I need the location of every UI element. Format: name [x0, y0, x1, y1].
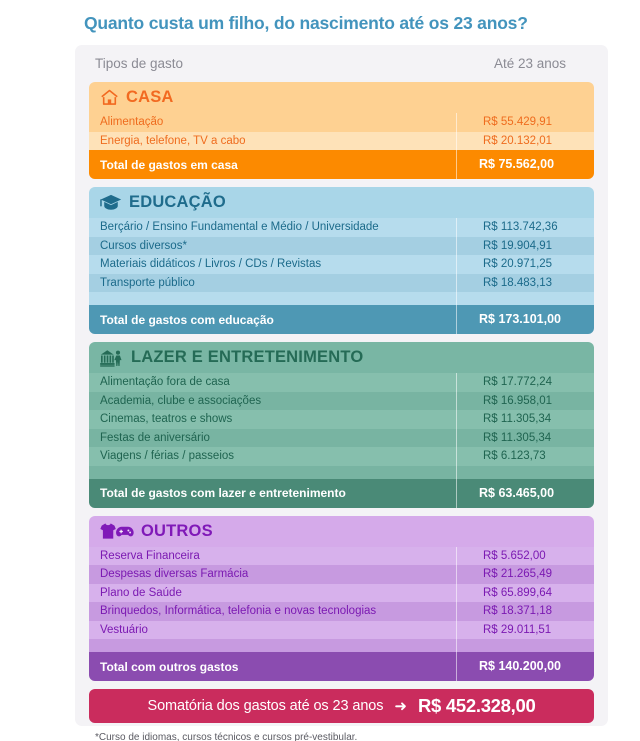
section-total-value: R$ 75.562,00	[456, 150, 594, 179]
table-row	[89, 447, 594, 466]
footnote: *Curso de idiomas, cursos técnicos e cursos pré-vestibular.	[95, 732, 358, 741]
section-total-row-casa	[89, 150, 594, 179]
row-label: Energia, telefone, TV a cabo	[100, 134, 246, 147]
table-row	[89, 410, 594, 429]
row-value: R$ 18.483,13	[456, 274, 594, 293]
row-value: R$ 18.371,18	[456, 602, 594, 621]
row-value: R$ 20.132,01	[456, 132, 594, 151]
row-label: Transporte público	[100, 276, 195, 289]
section-total-label: Total com outros gastos	[100, 659, 239, 674]
section-header-educacao	[89, 187, 594, 218]
column-header-expense-type: Tipos de gasto	[95, 56, 184, 71]
summary-bar	[89, 689, 594, 723]
section-header-lazer	[89, 342, 594, 373]
table-panel	[75, 45, 608, 741]
summary-total-value: R$ 452.328,00	[418, 695, 536, 716]
section-total-label: Total de gastos em casa	[100, 157, 238, 172]
row-spacer	[89, 466, 594, 479]
sections-list	[75, 82, 608, 681]
row-label: Festas de aniversário	[100, 431, 210, 444]
row-label: Brinquedos, Informática, telefonia e novas tecnologias	[100, 605, 377, 618]
section-total-label: Total de gastos com educação	[100, 312, 274, 327]
section-title-educacao: EDUCAÇÃO	[129, 193, 226, 211]
table-row	[89, 274, 594, 293]
row-spacer-value	[456, 639, 594, 652]
graduation-cap-icon	[100, 194, 122, 211]
row-spacer-value	[456, 292, 594, 305]
row-value: R$ 55.429,91	[456, 113, 594, 132]
row-value: R$ 20.971,25	[456, 255, 594, 274]
monument-icon	[100, 349, 124, 367]
section-total-value: R$ 63.465,00	[456, 479, 594, 508]
row-value: R$ 16.958,01	[456, 392, 594, 411]
section-casa	[89, 82, 594, 179]
section-title-outros: OUTROS	[141, 521, 213, 540]
house-icon	[100, 89, 119, 106]
section-total-row-educacao	[89, 305, 594, 334]
table-row	[89, 621, 594, 640]
table-row	[89, 132, 594, 151]
section-total-label: Total de gastos com lazer e entretenimento	[100, 486, 346, 500]
row-value: R$ 5.652,00	[456, 547, 594, 566]
table-row	[89, 602, 594, 621]
row-value: R$ 17.772,24	[456, 373, 594, 392]
row-value: R$ 6.123,73	[456, 447, 594, 466]
section-title-lazer: LAZER E ENTRETENIMENTO	[131, 348, 364, 366]
row-label: Reserva Financeira	[100, 549, 200, 562]
section-outros	[89, 516, 594, 682]
row-value: R$ 19.904,91	[456, 237, 594, 256]
column-header-until-23: Até 23 anos	[493, 56, 567, 71]
row-label: Alimentação	[100, 116, 164, 129]
section-total-row-outros	[89, 652, 594, 681]
section-total-value: R$ 140.200,00	[456, 652, 594, 681]
row-spacer	[89, 639, 594, 652]
table-row	[89, 392, 594, 411]
table-row	[89, 429, 594, 448]
row-spacer-value	[456, 466, 594, 479]
row-value: R$ 65.899,64	[456, 584, 594, 603]
row-value: R$ 29.011,51	[456, 621, 594, 640]
table-row	[89, 237, 594, 256]
row-value: R$ 11.305,34	[456, 410, 594, 429]
row-spacer	[89, 292, 594, 305]
row-label: Plano de Saúde	[100, 586, 182, 599]
row-value: R$ 113.742,36	[456, 218, 594, 237]
table-row	[89, 255, 594, 274]
tshirt-gamepad-icon	[100, 522, 134, 540]
row-label: Cinemas, teatros e shows	[100, 413, 233, 426]
row-label: Berçário / Ensino Fundamental e Médio / Universidade	[100, 221, 379, 234]
page-title: Quanto custa um filho, do nascimento até os 23 anos?	[84, 13, 528, 33]
table-row	[89, 584, 594, 603]
row-label: Viagens / férias / passeios	[100, 450, 235, 463]
row-label: Cursos diversos*	[100, 239, 187, 252]
summary-label: Somatória dos gastos até os 23 anos	[147, 698, 384, 714]
row-label: Academia, clube e associações	[100, 394, 262, 407]
row-value: R$ 11.305,34	[456, 429, 594, 448]
table-row	[89, 218, 594, 237]
table-row	[89, 113, 594, 132]
row-label: Despesas diversas Farmácia	[100, 568, 249, 581]
section-header-casa	[89, 82, 594, 113]
row-label: Materiais didáticos / Livros / CDs / Revistas	[100, 258, 322, 271]
arrow-right-icon: ➜	[394, 697, 407, 715]
row-value: R$ 21.265,49	[456, 565, 594, 584]
section-total-value: R$ 173.101,00	[456, 305, 594, 334]
section-title-casa: CASA	[126, 88, 174, 106]
section-header-outros	[89, 516, 594, 547]
section-educacao	[89, 187, 594, 334]
section-total-row-lazer	[89, 479, 594, 508]
table-row	[89, 565, 594, 584]
row-label: Alimentação fora de casa	[100, 376, 230, 389]
column-header-row	[75, 45, 608, 82]
table-row	[89, 373, 594, 392]
row-label: Vestuário	[100, 623, 148, 636]
table-row	[89, 547, 594, 566]
section-lazer	[89, 342, 594, 508]
